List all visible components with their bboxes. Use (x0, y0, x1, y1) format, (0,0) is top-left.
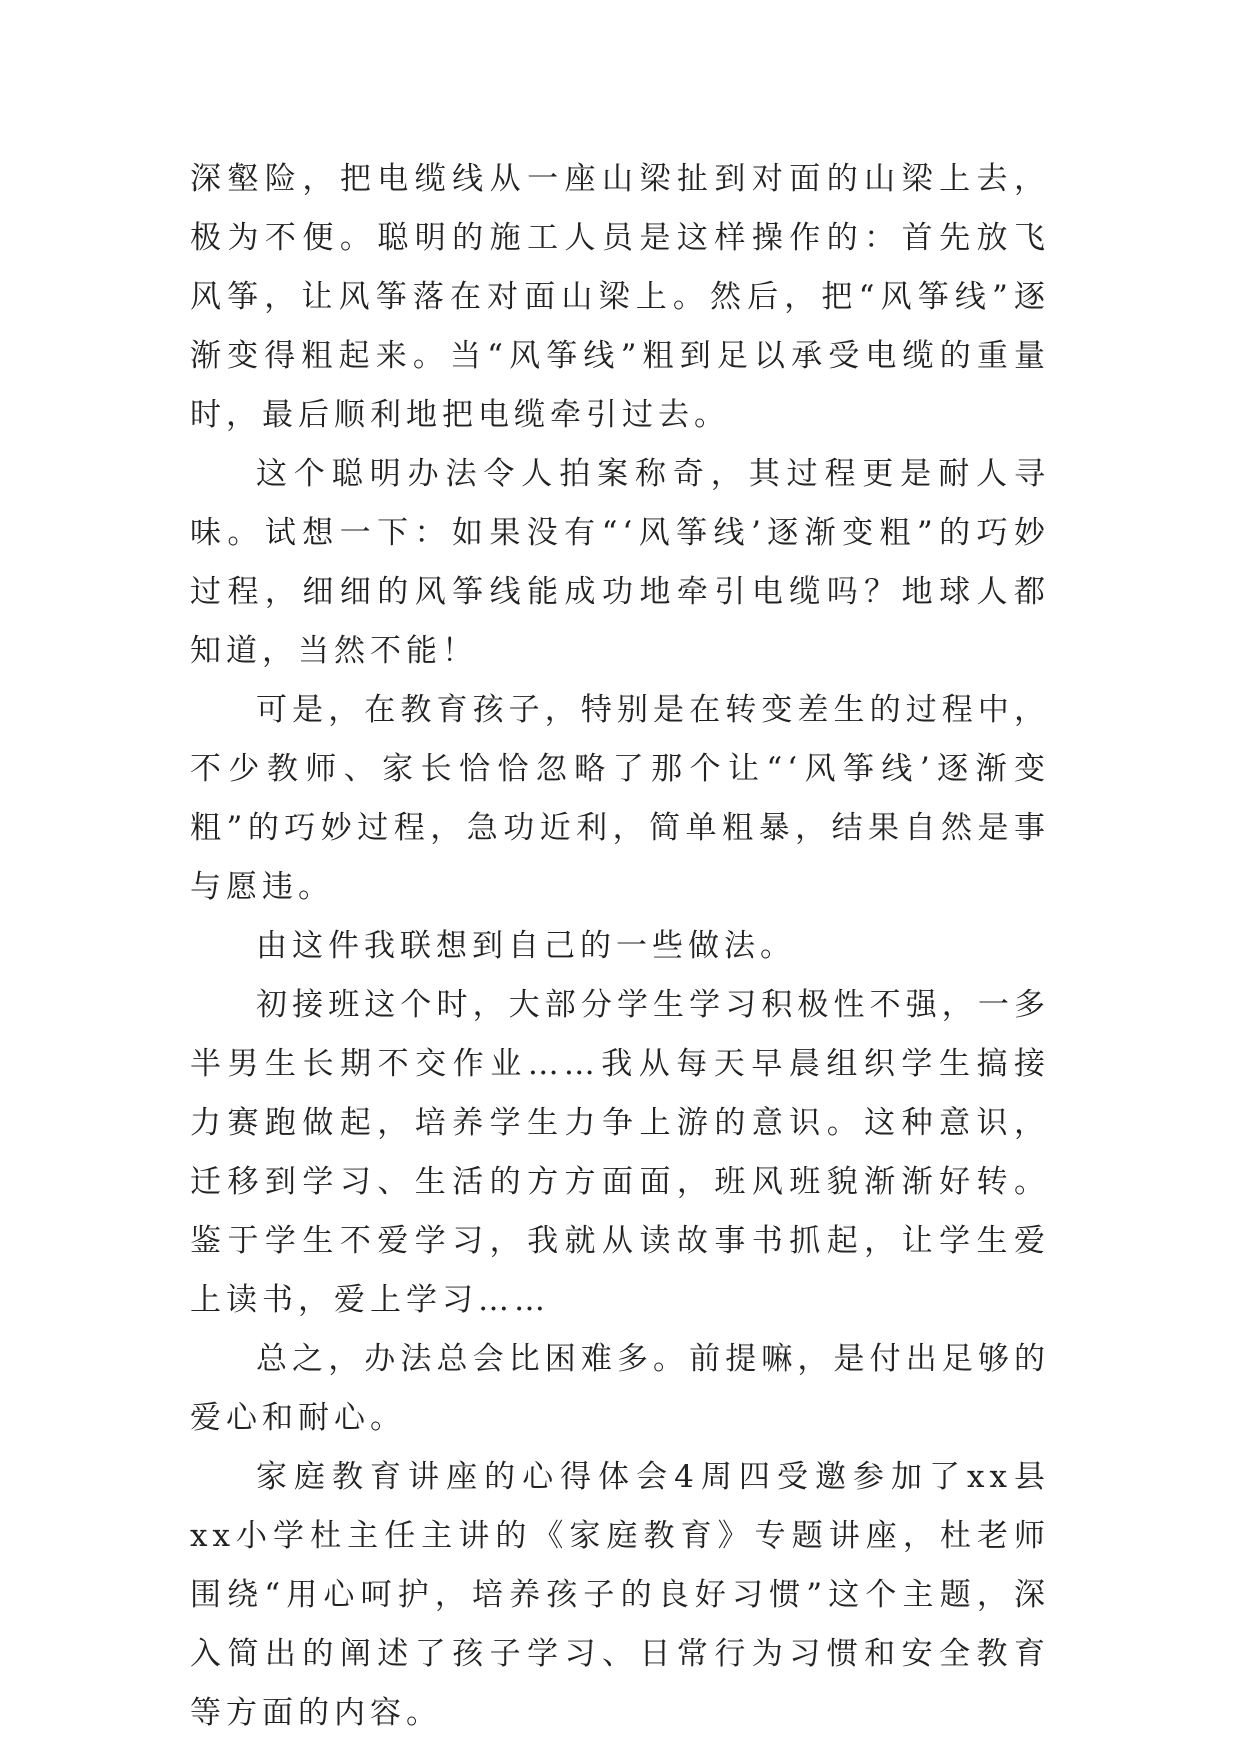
paragraph-5: 初接班这个时，大部分学生学习积极性不强，一多半男生长期不交作业……我从每天早晨组织学生搞接力赛跑做起，培养学生力争上游的意识。这种意识，迁移到学习、生活的方方面面，班风班貌渐渐好转。鉴于学生不爱学习，我就从读故事书抓起，让学生爱上读书，爱上学习…… (190, 987, 1050, 1318)
paragraph-4: 由这件我联想到自己的一些做法。 (256, 928, 796, 964)
paragraph-2: 这个聪明办法令人拍案称奇，其过程更是耐人寻味。试想一下：如果没有“‘风筝线’逐渐变粗”的巧妙过程，细细的风筝线能成功地牵引电缆吗？地球人都知道，当然不能！ (190, 456, 1050, 669)
document-body (190, 150, 1050, 1743)
paragraph-1: 深壑险，把电缆线从一座山梁扯到对面的山梁上去，极为不便。聪明的施工人员是这样操作的：首先放飞风筝，让风筝落在对面山梁上。然后，把“风筝线”逐渐变得粗起来。当“风筝线”粗到足以承受电缆的重量时，最后顺利地把电缆牵引过去。 (190, 161, 1050, 433)
paragraph-7: 家庭教育讲座的心得体会4周四受邀参加了xx县xx小学杜主任主讲的《家庭教育》专题讲座，杜老师围绕“用心呵护，培养孩子的良好习惯”这个主题，深入简出的阐述了孩子学习、日常行为习惯和安全教育等方面的内容。 (190, 1459, 1050, 1731)
paragraph-3: 可是，在教育孩子，特别是在转变差生的过程中，不少教师、家长恰恰忽略了那个让“‘风筝线’逐渐变粗”的巧妙过程，急功近利，简单粗暴，结果自然是事与愿违。 (190, 692, 1050, 905)
paragraph-6: 总之，办法总会比困难多。前提嘛，是付出足够的爱心和耐心。 (190, 1341, 1050, 1436)
